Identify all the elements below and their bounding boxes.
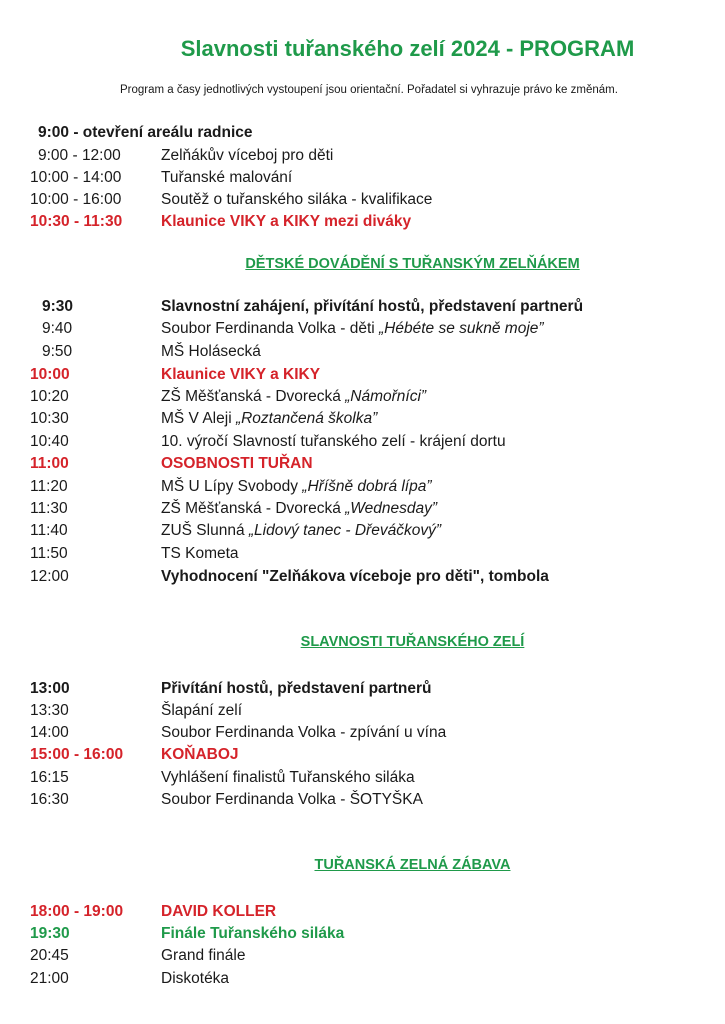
row-desc: DAVID KOLLER (161, 903, 277, 920)
row-time: 9:50 (42, 343, 73, 360)
row-desc: Finále Tuřanského siláka (161, 925, 345, 942)
schedule-row (0, 901, 725, 923)
row-desc-italic: „Lidový tanec - Dřeváčkový” (248, 522, 441, 539)
row-desc: Soubor Ferdinanda Volka - ŠOTYŠKA (161, 791, 423, 808)
row-time: 10:30 - 11:30 (30, 213, 123, 230)
opening-row (0, 122, 725, 144)
schedule-row (0, 318, 725, 340)
row-desc: Grand finále (161, 947, 246, 964)
row-time: 11:20 (30, 478, 68, 495)
schedule-row (0, 678, 725, 700)
row-time: 13:00 (30, 680, 70, 697)
page-title: Slavnosti tuřanského zelí 2024 - PROGRAM (180, 36, 635, 61)
schedule-row (0, 923, 725, 945)
row-time: 9:30 (42, 298, 74, 315)
schedule-row (0, 945, 725, 967)
schedule-row (0, 498, 725, 520)
section-heading: DĚTSKÉ DOVÁDĚNÍ S TUŘANSKÝM ZELŇÁKEM (245, 256, 580, 272)
row-desc-text: ZŠ Měšťanská - Dvorecká (161, 500, 346, 517)
row-desc-text: MŠ V Aleji (161, 410, 236, 427)
schedule-row (0, 431, 725, 453)
row-desc (161, 318, 544, 340)
row-desc: Klaunice VIKY a KIKY (161, 366, 321, 383)
row-desc-italic: „Wednesday” (345, 500, 438, 517)
schedule-row (0, 386, 725, 408)
row-desc (161, 476, 432, 498)
row-desc-italic: „Roztančená školka” (235, 410, 378, 427)
row-desc (161, 520, 441, 542)
row-time: 10:00 - 16:00 (30, 191, 122, 208)
row-time: 12:00 (30, 568, 69, 585)
row-desc: Soutěž o tuřanského siláka - kvalifikace (161, 191, 433, 208)
schedule-row (0, 145, 725, 167)
row-time: 11:00 (30, 455, 69, 472)
row-time: 16:30 (30, 791, 69, 808)
schedule-row (0, 408, 725, 430)
row-time: 20:45 (30, 947, 69, 964)
schedule-row (0, 189, 725, 211)
row-desc (161, 408, 377, 430)
row-desc-italic: „Hříšně dobrá lípa” (302, 478, 432, 495)
schedule-row (0, 767, 725, 789)
schedule-row (0, 700, 725, 722)
row-time: 19:30 (30, 925, 70, 942)
row-time: 15:00 - 16:00 (30, 746, 124, 763)
schedule-row (0, 476, 725, 498)
row-time: 10:40 (30, 433, 69, 450)
schedule-row (0, 211, 725, 233)
schedule-row (0, 167, 725, 189)
schedule-row (0, 789, 725, 811)
row-time: 18:00 - 19:00 (30, 903, 124, 920)
row-desc-text: ZUŠ Slunná (161, 522, 249, 539)
schedule-row (0, 296, 725, 318)
row-time: 11:50 (30, 545, 68, 562)
row-desc: Diskotéka (161, 970, 230, 987)
row-desc: Slavnostní zahájení, přivítání hostů, představení partnerů (161, 298, 584, 315)
row-desc: Vyhlášení finalistů Tuřanského siláka (161, 769, 415, 786)
row-time: 11:40 (30, 522, 68, 539)
section-heading: SLAVNOSTI TUŘANSKÉHO ZELÍ (300, 634, 525, 650)
row-desc: 10. výročí Slavností tuřanského zelí - krájení dortu (161, 433, 506, 450)
row-desc-text: Soubor Ferdinanda Volka - děti (161, 320, 379, 337)
row-desc-italic: „Námořníci” (345, 388, 427, 405)
row-time: 13:30 (30, 702, 69, 719)
schedule-row (0, 744, 725, 766)
row-desc: Zelňákův víceboj pro děti (161, 147, 334, 164)
row-desc: Vyhodnocení "Zelňákova víceboje pro děti", tombola (161, 568, 549, 585)
schedule-row (0, 566, 725, 588)
row-time: 11:30 (30, 500, 68, 517)
schedule-row (0, 722, 725, 744)
row-time: 21:00 (30, 970, 69, 987)
row-desc: MŠ Holásecká (161, 343, 261, 360)
row-desc: Přivítání hostů, představení partnerů (161, 680, 432, 697)
schedule-row (0, 543, 725, 565)
row-desc (161, 498, 437, 520)
row-desc: TS Kometa (161, 545, 239, 562)
row-desc-italic: „Hébéte se sukně moje” (379, 320, 544, 337)
schedule-row (0, 520, 725, 542)
row-time: 9:40 (42, 320, 73, 337)
row-desc: Soubor Ferdinanda Volka - zpívání u vína (161, 724, 447, 741)
page-subtitle: Program a časy jednotlivých vystoupení jsou orientační. Pořadatel si vyhrazuje právo ke změnám. (120, 84, 618, 96)
row-desc-text: MŠ U Lípy Svobody (161, 478, 303, 495)
schedule-row (0, 968, 725, 990)
row-desc (161, 386, 426, 408)
row-desc: KOŇABOJ (161, 746, 239, 763)
schedule-row (0, 364, 725, 386)
row-time: 10:30 (30, 410, 69, 427)
schedule-row (0, 453, 725, 475)
row-desc: Šlapání zelí (161, 702, 242, 719)
row-desc: Klaunice VIKY a KIKY mezi diváky (161, 213, 412, 230)
row-time: 10:00 (30, 366, 70, 383)
row-desc: Tuřanské malování (161, 169, 293, 186)
schedule-row (0, 341, 725, 363)
row-time: 9:00 - 12:00 (38, 147, 121, 164)
row-desc: OSOBNOSTI TUŘAN (161, 455, 313, 472)
row-time: 14:00 (30, 724, 69, 741)
row-time: 16:15 (30, 769, 69, 786)
row-time: 10:00 - 14:00 (30, 169, 122, 186)
row-desc-text: ZŠ Měšťanská - Dvorecká (161, 388, 346, 405)
section-heading: TUŘANSKÁ ZELNÁ ZÁBAVA (314, 857, 511, 873)
opening-text: 9:00 - otevření areálu radnice (38, 124, 253, 141)
row-time: 10:20 (30, 388, 69, 405)
